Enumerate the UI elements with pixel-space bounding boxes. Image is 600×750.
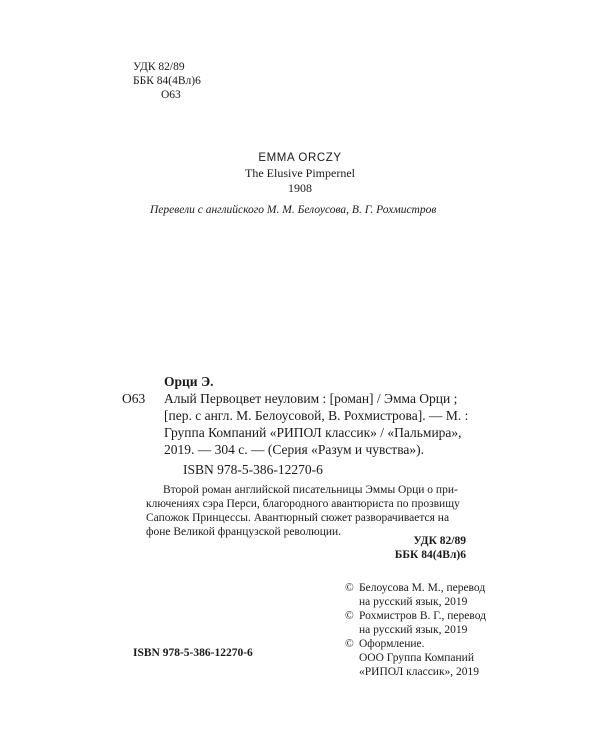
catalog-author-heading: Орци Э.: [164, 374, 214, 389]
annotation-line: фоне Великой французской революции.: [146, 526, 342, 538]
copyright-icon: ©: [345, 638, 354, 650]
classification-bottom: [330, 534, 466, 562]
annotation-line: Сапожок Принцессы. Авантюрный сюжет разворачивается на: [146, 512, 450, 524]
original-title: The Elusive Pimpernel: [245, 166, 355, 180]
catalog-line: [пер. с англ. М. Белоусовой, В. Рохмистрова]. — М. :: [164, 408, 469, 423]
copyright-entry: [345, 609, 486, 637]
udk-code: УДК 82/89: [133, 61, 185, 73]
copyright-line: Белоусова М. М., перевод: [359, 582, 486, 594]
copyright-line: на русский язык, 2019: [359, 596, 468, 608]
copyright-line: ООО Группа Компаний: [359, 652, 474, 664]
copyright-line: Рохмистров В. Г., перевод: [359, 610, 486, 622]
translators-note: Перевели с английского М. М. Белоусова, В. Г. Рохмистров: [150, 204, 437, 216]
catalog-author-mark: О63: [122, 391, 146, 406]
copyright-line: Оформление.: [359, 638, 425, 650]
catalog-line: 2019. — 304 с. — (Серия «Разум и чувства»).: [164, 442, 425, 457]
annotation: [146, 483, 466, 539]
bbk-code-bottom: ББК 84(4Вл)6: [394, 549, 466, 561]
copyright-entry: [345, 637, 486, 679]
original-author: EMMA ORCZY: [258, 152, 342, 164]
catalog-isbn: ISBN 978-5-386-12270-6: [183, 462, 323, 477]
catalog-description: [164, 390, 468, 458]
author-mark: О63: [161, 89, 181, 101]
copyright-line: на русский язык, 2019: [359, 624, 468, 636]
original-year: 1908: [288, 181, 312, 195]
annotation-line: Второй роман английской писательницы Эммы Орци о при-: [163, 484, 458, 496]
original-title-block: [160, 151, 440, 196]
copyright-entry: [345, 581, 486, 609]
udk-code-bottom: УДК 82/89: [413, 535, 466, 547]
annotation-line: ключениях сэра Перси, благородного авантюриста по прозвищу: [146, 498, 460, 510]
catalog-line: Группа Компаний «РИПОЛ классик» / «Пальмира»,: [164, 425, 462, 440]
copyright-line: «РИПОЛ классик», 2019: [359, 666, 480, 678]
catalog-line: Алый Первоцвет неуловим : [роман] / Эмма Орци ;: [164, 391, 458, 406]
classification-block: [133, 60, 201, 102]
copyright-icon: ©: [345, 582, 354, 594]
bbk-code: ББК 84(4Вл)6: [133, 75, 201, 87]
bottom-isbn: ISBN 978-5-386-12270-6: [133, 647, 253, 659]
copyright-block: [345, 581, 486, 679]
copyright-icon: ©: [345, 610, 354, 622]
